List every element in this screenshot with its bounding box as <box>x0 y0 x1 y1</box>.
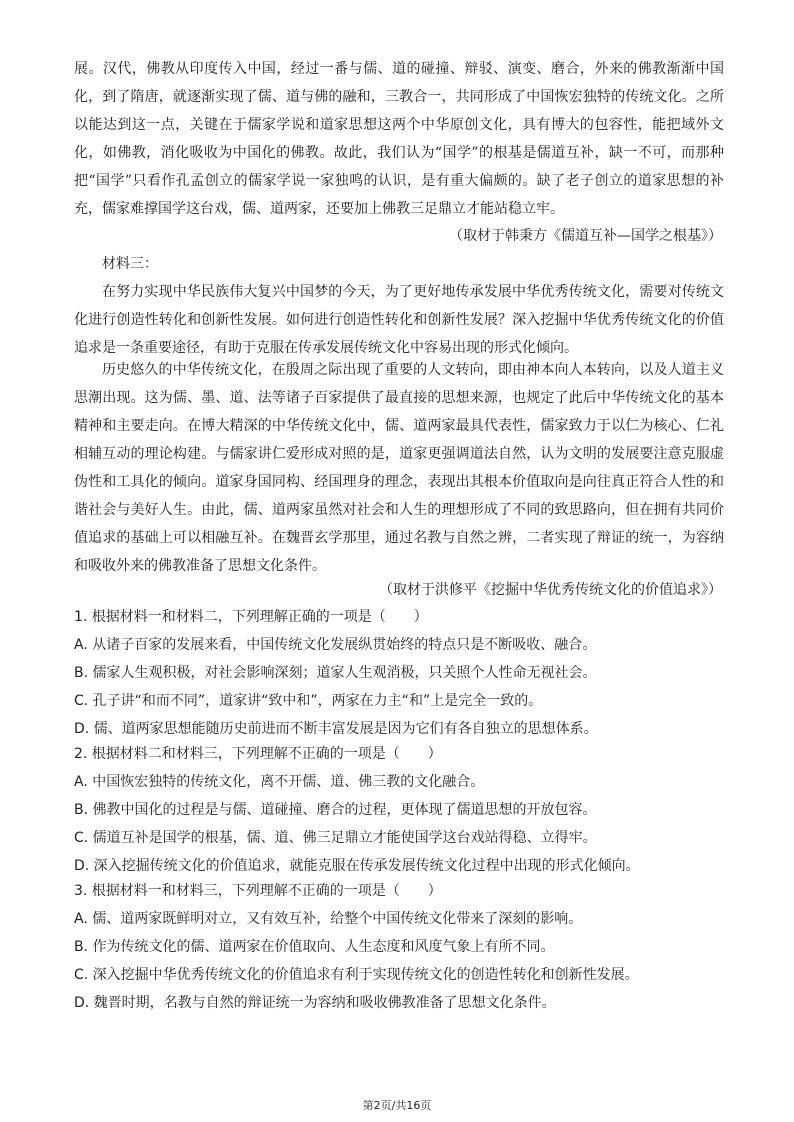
question-3-stem: 3. 根据材料一和材料三，下列理解不正确的一项是（ ） <box>74 883 442 899</box>
question-1-option-a[interactable]: A. 从诸子百家的发展来看，中国传统文化发展纵贯始终的特点只是不断吸收、融合。 <box>74 637 597 653</box>
page-number: 第2页/共16页 <box>362 1099 432 1112</box>
question-2-option-b[interactable]: B. 佛教中国化的过程是与儒、道碰撞、磨合的过程，更体现了儒道思想的开放包容。 <box>74 802 597 818</box>
question-2-stem: 2. 根据材料二和材料三，下列理解不正确的一项是（ ） <box>74 746 442 762</box>
question-3-option-b[interactable]: B. 作为传统文化的儒、道两家在价值取向、人生态度和风度气象上有所不同。 <box>74 939 555 955</box>
question-2-option-a[interactable]: A. 中国恢宏独特的传统文化，离不开儒、道、佛三教的文化融合。 <box>74 774 485 790</box>
material3-source: （取材于洪修平《挖掘中华优秀传统文化的价值追求》） <box>379 582 722 598</box>
question-1-option-c[interactable]: C. 孔子讲“和而不同”，道家讲“致中和”，两家在力主“和”上是完全一致的。 <box>74 693 543 709</box>
question-1-option-b[interactable]: B. 儒家人生观积极，对社会影响深刻；道家人生观消极，只关照个人性命无视社会。 <box>74 665 597 681</box>
material2-continuation: 展。汉代，佛教从印度传入中国，经过一番与儒、道的碰撞、辩驳、演变、磨合，外来的佛教渐渐中国化，到了隋唐，就逐渐实现了儒、道与佛的融和，三教合一，共同形成了中国恢宏独特的传统文化。之所以能达到这一点，关键在于儒家学说和道家思想这两个中华原创文化，具有博大的包容性，能把域外文化，如佛教，消化吸收为中国化的佛教。故此，我们认为“国学”的根基是儒道互补，缺一不可，而那种把“国学”只看作孔孟创立的儒家学说一家独鸣的认识，是有重大偏颇的。缺了老子创立的道家思想的补充，儒家难撑国学这台戏，儒、道两家，还要加上佛教三足鼎立才能站稳立牢。 <box>74 61 724 217</box>
question-2-option-d[interactable]: D. 深入挖掘传统文化的价值追求，就能克服在传承发展传统文化过程中出现的形式化倾向。 <box>74 858 640 874</box>
question-3-option-d[interactable]: D. 魏晋时期，名教与自然的辩证统一为容纳和吸收佛教准备了思想文化条件。 <box>74 995 556 1011</box>
question-2-option-c[interactable]: C. 儒道互补是国学的根基，儒、道、佛三足鼎立才能使国学这台戏站得稳、立得牢。 <box>74 830 597 846</box>
material3-paragraph-2: 历史悠久的中华传统文化，在殷周之际出现了重要的人文转向，即由神本向人本转向，以及人道主义思潮出现。这为儒、墨、道、法等诸子百家提供了最直接的思想来源，也规定了此后中华传统文化的基本精神和主要走向。在博大精深的中华传统文化中，儒、道两家最具代表性，儒家致力于以仁为核心、仁礼相辅互动的理论构建。与儒家讲仁爱形成对照的是，道家更强调道法自然，认为文明的发展要注意克服虚伪性和工具化的倾向。道家身国同构、经国理身的理念，表现出其根本价值取向是向往真正符合人性的和谐社会与美好人生。由此，儒、道两家虽然对社会和人生的理想形成了不同的致思路向，但在拥有共同价值追求的基础上可以相融互补。在魏晋玄学那里，通过名教与自然之辨，二者实现了辩证的统一，为容纳和吸收外来的佛教准备了思想文化条件。 <box>74 362 724 574</box>
material2-source: （取材于韩秉方《儒道互补—国学之根基》） <box>449 228 722 244</box>
question-3-option-c[interactable]: C. 深入挖掘中华优秀传统文化的价值追求有利于实现传统文化的创造性转化和创新性发展。 <box>74 967 639 983</box>
material3-paragraph-1: 在努力实现中华民族伟大复兴中国梦的今天，为了更好地传承发展中华优秀传统文化，需要对传统文化进行创造性转化和创新性发展。如何进行创造性转化和创新性发展？深入挖掘中华优秀传统文化的价值追求是一条重要途径，有助于克服在传承发展传统文化中容易出现的形式化倾向。 <box>74 284 724 356</box>
material3-label: 材料三： <box>102 256 158 272</box>
question-3-option-a[interactable]: A. 儒、道两家既鲜明对立，又有效互补，给整个中国传统文化带来了深刻的影响。 <box>74 911 583 927</box>
question-1-option-d[interactable]: D. 儒、道两家思想能随历史前进而不断丰富发展是因为它们有各自独立的思想体系。 <box>74 721 598 737</box>
question-1-stem: 1. 根据材料一和材料二，下列理解正确的一项是（ ） <box>74 609 428 625</box>
